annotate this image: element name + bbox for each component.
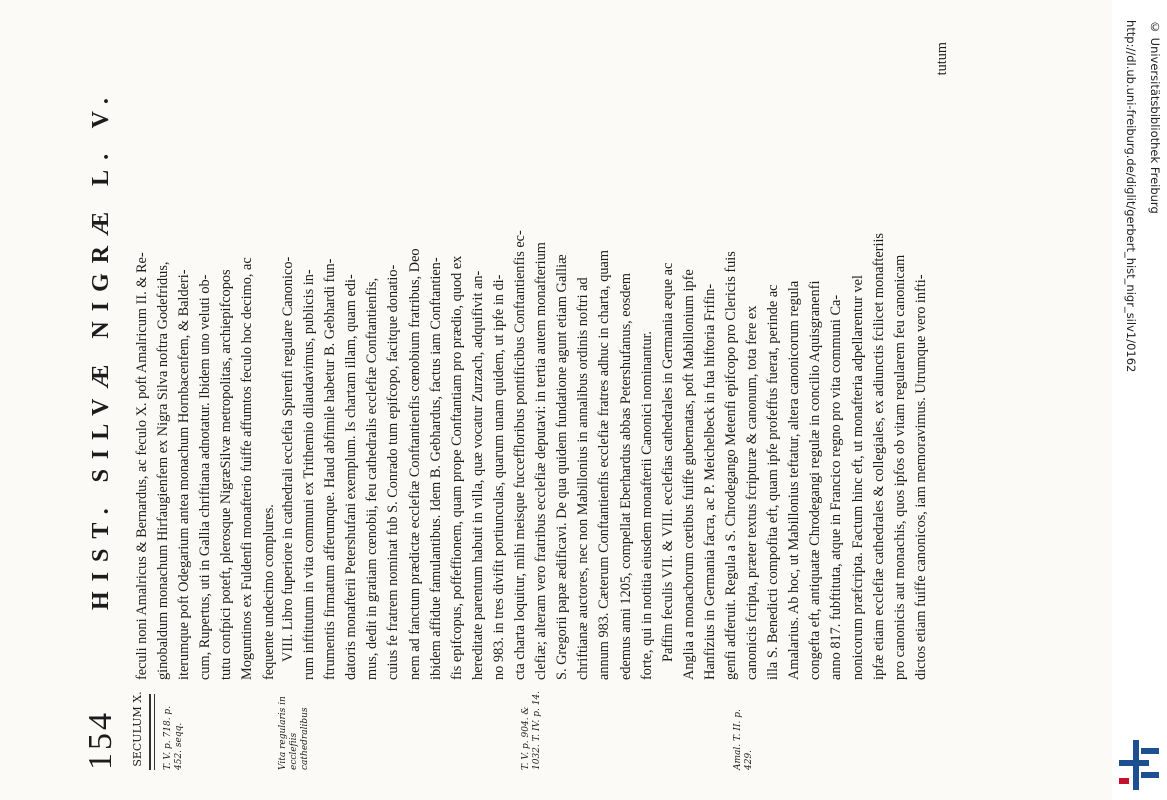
text-line: annum 983. Cæterum Conftantienfis ecclefiæ fratres adhuc in charta, quam <box>596 250 613 680</box>
text-line: feculi noni Amalricus & Bernardus, ac feculo X. poft Amalricum II. & Re- <box>134 252 150 680</box>
text-line: illa S. Benedicti compofita eft, quam ipfe profeffus fuerat, perinde ac <box>765 284 782 680</box>
text-line: mus, dedit in gratiam cœnobii, feu cathedralis ecclefiæ Conftantienfis, <box>364 277 381 680</box>
copyright-notice: © Universitätsbibliothek Freiburg <box>1148 20 1162 214</box>
text-line: fis epifcopus, poffeffionem, quam prope Conftantiam pro prædio, quod ex <box>448 255 465 680</box>
text-line: ginobaldum monachum Hirfaugienfem ex Nigra Silva noftra Godefridus, <box>155 261 172 680</box>
library-logo-icon <box>1117 738 1161 792</box>
running-title: HIST. SILVÆ NIGRÆ L. V. <box>88 88 114 610</box>
paragraph-body <box>132 30 280 680</box>
text-line: Hanfizius in Germania facra, ac P. Meichelbeck in fua hiftoria Frifin- <box>701 283 718 680</box>
text-line: S. Gregorii papæ ædificavi. De qua quidem fundatione agunt etiam Galliæ <box>554 254 571 680</box>
text-line: chriftianæ auctores, nec non Mabillonius in annalibus ordinis noftri ad <box>575 277 592 680</box>
margin-notes <box>278 688 761 770</box>
page-header <box>80 30 120 770</box>
text-line: cta charta loquitur, mihi meisque fucceffloribus pontificibus Conftantienfis ec- <box>512 230 529 680</box>
text-line: ipfæ etiam ecclefiæ cathedrales & collegiales, ex adiunctis fcilicet monafteriis <box>870 233 887 680</box>
text-line: ibidem affidue famulantibus. Idem B. Gebhardus, factus iam Conftantien- <box>427 257 444 680</box>
page-number: 154 <box>82 710 119 770</box>
text-line: fequente undecimo complures. <box>260 504 277 680</box>
paragraph-body <box>278 30 953 680</box>
text-line: congefta eft, antiquatæ Chrodegangi regulæ in concilio Aquisgranenfi <box>807 280 824 680</box>
text-line: genfi adferuit. Regula a S. Chrodegango Metenfi epifcopo pro Clericis fuis <box>722 251 739 680</box>
margin-note: T. V. p. 904. & 1032. T. IV. p. 14. <box>521 690 542 770</box>
margin-note: SECULUM X. <box>131 691 144 767</box>
ornamental-rule <box>149 694 155 770</box>
text-line: Moguntinos ex Fuldenfi monafterio fuiffe affumtos feculo hoc decimo, ac <box>239 257 256 680</box>
text-line: ftrumentis firmatum afferumque. Haud abfimile habetur B. Gebhardi fun- <box>322 258 339 680</box>
text-line: dictos etiam fuiffe canonicos, iam memoravimus. Utrumque vero infti- <box>912 274 929 680</box>
text-line: anno 817. fubftituta, atque in Francico regno pro vita communi Ca- <box>828 294 845 680</box>
text-line: forte, qui in notitia eiusdem monafterii Canonici nominantur. <box>638 330 655 680</box>
margin-note: Vita regularis in ecclefiis cathedralibus <box>278 696 310 770</box>
catchword: tutum <box>933 42 950 76</box>
margin-note: T. V. p. 718. p. 452. seqq. <box>163 705 184 770</box>
text-line: hereditate parentum habuit in villa, quæ vocatur Zurzach, adquifivit an- <box>469 270 486 680</box>
margin-note: Amal. T. II. p. 429. <box>733 709 754 770</box>
text-line: Amalarius. Ab hoc, ut Mabillonius teftatur, altera canonicorum regula <box>786 280 803 680</box>
text-line: no 983. in tres divifit portiunculas, quarum unam quidem, ut ipfe in di- <box>490 274 507 680</box>
text-line: edemus anni 1205, compellat Eberhardus abbas Petershufanus, eosdem <box>617 273 634 680</box>
text-line: canonicis fcripta, præter textus fcripturæ & canonum, tota fere ex <box>744 305 761 680</box>
text-line: tutu confpici poteft, plerosque NigræSilvæ metropolitas, archiepifcopos <box>218 269 235 680</box>
source-url-link[interactable]: http://dl.ub.uni-freiburg.de/diglit/gerbert_hist_nigr_silv1/0162 <box>1124 20 1138 373</box>
text-line: nonicorum præfcripta. Factum hinc eft, ut monafteria adpellarentur vel <box>849 275 866 680</box>
text-line: cum, Rupertus, uti in Gallia chriftiana adnotatur. Ibidem uno veluti ob- <box>197 274 214 680</box>
section-viii <box>278 30 958 770</box>
text-line: Anglia a monachorum cœtibus fuiffe gubernatas, poft Mabillonium ipfe <box>680 269 697 680</box>
text-line: Paffim feculis VII. & VIII. ecclefias cathedrales in Germania æque ac <box>659 262 676 662</box>
text-line: cuius fe fratrem nominat fub S. Conrado tum epifcopo, facitque donatio- <box>385 264 402 680</box>
rotated-text-block <box>80 30 960 770</box>
text-line: clefiæ; alteram vero fratribus ecclefiæ deputavi: in tertia autem monafterium <box>533 242 550 680</box>
text-line: VIII. Libro fuperiore in cathedrali ecclefia Spirenfi regulare Canonico- <box>280 256 296 662</box>
text-line: rum inftitutum in vita communi ex Trithemio dilaudavimus, publicis in- <box>301 269 318 680</box>
text-line: iterumque poft Odegarium antea monachum Hornbacenfem, & Balderi- <box>176 269 193 680</box>
margin-notes <box>132 688 191 770</box>
text-line: datoris monafterii Petershufani exemplum. Is chartam illam, quam edi- <box>343 274 360 680</box>
text-line: pro canonicis aut monachis, quos ipfos ob vitam regularem feu canonicam <box>891 254 908 680</box>
section-intro <box>132 30 282 770</box>
text-line: nem ad fanctum prædictæ ecclefiæ Conftantienfis cœnobium fratribus, Deo <box>406 248 423 680</box>
